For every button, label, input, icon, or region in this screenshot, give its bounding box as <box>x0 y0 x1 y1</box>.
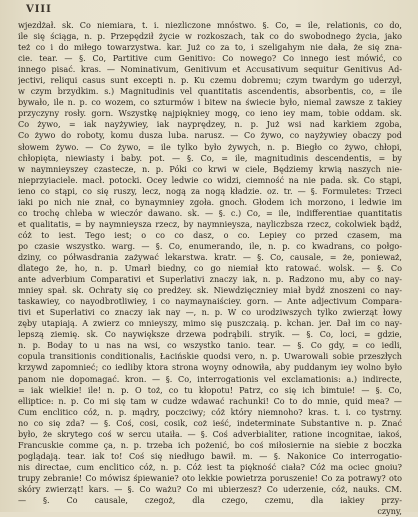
text-line: = iak wielkie! ile! n. p. O toż, co tu kłopotu! Patrz, co się ich bimtuie! — §. Co, <box>18 384 402 395</box>
text-line: bywało, ile n. p. co wozem, co szturmów i bitew na świecie było, niemal zawsze z takiey <box>18 97 402 108</box>
text-line: Co żywo do roboty, komu dusza luba. narusz. — Co żywo, co nayżywiey obaczy pod <box>18 130 402 141</box>
text-line: wjezdżał. sk. Co niemiara, t. i. niezliczone mnóstwo. §. Co, = ile, relationis, co do, <box>18 20 402 30</box>
text-line: czyny, <box>377 506 402 517</box>
text-line: et qualitatis, = by naymnieysza rzecz, by naymnieysza, nayliczbsza rzecz, cokolwiek bądź, <box>18 218 402 229</box>
text-line: copula transitionis conditionalis, Łacińskie quodsi vero, n. p. Uwarowali sobie przeszłych <box>18 351 402 362</box>
text-line: co trochę chleba w wieczór dawano. sk. — §. c.) Co, = ile, indifferentiae quantitatis <box>18 207 402 218</box>
text-line: nis directae, cum enclitico cóż, n. p. Cóż iest ta piękność ciała? Cóż ma ociec gnoiu? <box>18 461 402 472</box>
text-line: ante adverbium Comparativi et Superlativi znaczy iak, n. p. Radzono mu, aby co nay- <box>18 274 402 285</box>
text-line: dlatego że, ho, n. p. Umarł biedny, co go niemiał kto ratować. wolsk. — §. Co <box>18 263 402 274</box>
text-line: panom nie dopomagać. kron. — §. Co, interrogationis vel exclamationis: a.) indirecte, <box>18 373 402 384</box>
text-line: nieprzyiaciele. macł. potocki. Ocey ledwie co widzi, ciemność na nie pada. sk. Co stąpi, <box>18 174 402 185</box>
text-line: trupy zebranie! Co mówisz śpiewanie? oto lekkie powietrza poruszenie! Co za potrawy? oto <box>18 472 402 483</box>
text-line: cie. tear. — §. Co, Partitive cum Genitivo: Co nowego? Co innego iest mówić, co <box>18 53 402 64</box>
text-line: w naymnieyszey czastecze, n. p. Póki co krwi w ciele, Będziemy krwią naszych nie- <box>18 163 402 174</box>
text-line: no co się zda? — §. Coś, cosi, cosik, coż ieść, indeterminate Substantive n. p. Znać <box>18 417 402 428</box>
text-line: dziny, co półwasdrania zażywać lekarstwa. kratr. — §. Co, causale, = że, ponieważ, <box>18 251 402 262</box>
text-line: skóry zwierząt! kars. — §. Co ważu? Co mi ubierzesz? Co uderzenie, cóż, nauks. CM. <box>18 483 402 494</box>
text-line: Cum enclitico cóż, n. p. mądry, poczciwy; cóż który niemnoho? kras. t. i. co tystrny. <box>18 406 402 417</box>
text-line: elliptice: n. p. Co mi się tam w cudze wdawać rachunki! Co to do mnie, quid mea? — <box>18 395 402 406</box>
text-line: krzywd zapomnieć; co iedliby ktora strona woyny odnowiła, aby puddanym iey wolno było <box>18 362 402 373</box>
page-header <box>18 4 402 18</box>
text-line: poglądają. tear. iak to! Coś się niedługo bawił. m. — §. Nakonice Co interrogatio- <box>18 450 402 461</box>
text-line: Co żywo, = iak nayżywiey, iak nayprędzey, n. p. Już wsi nad karkiem zgoba, <box>18 119 402 130</box>
text-line: Francuskie comme ça, n. p. trzeba ich pożenić, bo coś miłosiernie na siebie z boczka <box>18 439 402 450</box>
text-line: taskawiey, co nayodbrotliwiey, i co naymaynaiściey. gorn. — Ante adjectivum Compara- <box>18 296 402 307</box>
text-line: lepszą ziemię. sk. Co naywiększe drzewa podrąbili. stryik. — §. Co, loci, = gdzie, <box>18 329 402 340</box>
text-line: iaki po nich nie znał, co bynaymniey zgoła. gnoch. Głodem ich morzono, i ledwie im <box>18 196 402 207</box>
text-line: n. p. Boday to u nas na wsi, co wszystko tanio. tear. — §. Co gdy, = co iedli, <box>18 340 402 351</box>
text-line: też co i do miłego towarzystwa. kar. Już co za to, i szeligahym nie dała, że się zna- <box>18 42 402 53</box>
text-line: — §. Co causale, czegoż, dla czego, czemu, dla iakiey przy- <box>18 495 402 506</box>
text-line: innego pisać. kras. — Nominativum, Genitivum et Accusativum sequitur Genitivus Ad- <box>18 64 402 75</box>
text-line: ieno co stąpi, co się ruszy, lecz, nogą za nogą kładzie. oz. tr. — §. Formuletes: Trzeci <box>18 185 402 196</box>
page-number: VIII <box>26 4 52 15</box>
text-line: cóż to iest. Tego iest; o co co dasz, o co. Lepiey co przed czasem, ma <box>18 229 402 240</box>
text-line: ile się ściąga, n. p. Przepędził życie w rozkoszach, tak co do swobodnego życia, jako <box>18 31 402 42</box>
text-line: chłopięta, niewiasty i baby. pot. — §. Co, = ile, magnitudinis descendentis, = by <box>18 152 402 163</box>
text-line: jectivi, reliqui casus sunt excepti n. p. Ku czemu dobremu; czym twardym go uderzył, <box>18 75 402 86</box>
text-line: po czasie wszystko. warg. — §. Co, enumerando, ile, n. p. co kwadrans, co połgo- <box>18 240 402 251</box>
text-line: mniey spał. sk. Ochraty się co predżey. sk. Niewdzięczniey miał bydź znoszeni co nay- <box>18 285 402 296</box>
text-line: tivi et Superlativi co znaczy iak nay —, n. p. W co urodziwszych tylko zwierząt łowy <box>18 307 402 318</box>
text-line: było, że skrytego coś w sercu utaiła. — §. Coś adverbialiter, ratione incognitae, iakoś, <box>18 428 402 439</box>
text-line: zęby utapiają. A zwierz co mnieyszy, mimo się puszczaią. p. kchan. jer. Dał im co nay- <box>18 318 402 329</box>
dictionary-entry-text <box>18 20 402 517</box>
text-line: słowem żywo. — Co żywo, = ile tylko było żywych, n. p. Biegło co żywo, chłopi, <box>18 141 402 152</box>
text-line: w czym brzydkim. s.) Magnitudinis vel quantitatis ascendentis, absorbentis, co, = ile <box>18 86 402 97</box>
text-line: przyczyny rosły. gorn. Wszystkę najpiękniey mogę, co ieno iey mam, tobie oddam. sk. <box>18 108 402 119</box>
